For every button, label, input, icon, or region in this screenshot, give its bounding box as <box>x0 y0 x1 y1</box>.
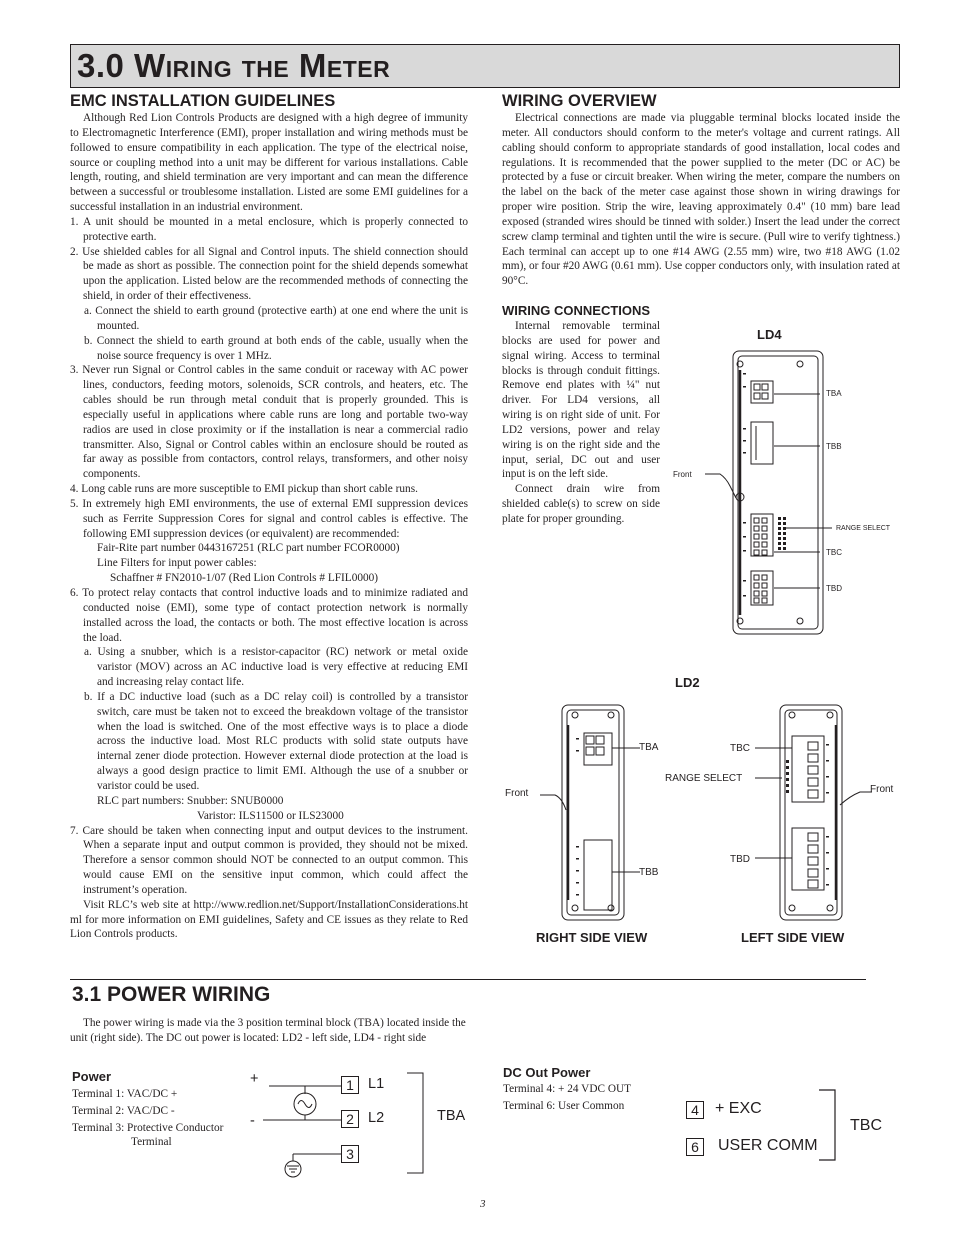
dc-bracket <box>815 1086 845 1166</box>
emc-item-2a: a. Connect the shield to earth ground (protective earth) at one end where the unit is mounted. <box>84 304 468 332</box>
emc-item-1: 1. A unit should be mounted in a metal enclosure, which is properly connected to protective earth. <box>70 215 468 243</box>
emc-visit: Visit RLC’s web site at http://www.redlion.net/Support/InstallationConsiderations.html for more information on EMI guidelines, Safety and CE issues as they relate to Red Lion Controls products. <box>70 898 468 941</box>
dc-out-heading: DC Out Power <box>503 1065 591 1080</box>
ld4-front-label: Front <box>673 470 692 479</box>
emc-heading: EMC INSTALLATION GUIDELINES <box>70 92 336 110</box>
ld2-front-left-label: Front <box>505 788 529 799</box>
ld4-tbc-label: TBC <box>826 548 842 557</box>
page-title: 3.0 Wiring the Meter <box>77 47 391 84</box>
power-terminal-2: Terminal 2: VAC/DC - <box>72 1104 175 1117</box>
ld2-tbb-label: TBB <box>639 867 659 878</box>
ld4-tbb-label: TBB <box>826 442 842 451</box>
ld2-tbd-label: TBD <box>730 854 750 865</box>
power-terminal-3: Terminal 3: Protective Conductor <box>72 1121 224 1134</box>
emc-item-5-line-3: Schaffner # FN2010-1/07 (Red Lion Controls # LFIL0000) <box>110 572 379 585</box>
wiring-overview-text: Electrical connections are made via pluggable terminal blocks located inside the meter. All conductors should conform to the meter's voltage and current ratings. All cabling should conform to appropriate standards of good installation, local codes and regulations. It is recommended that the power supplied to the meter (DC or AC) be protected by a fuse or circuit breaker. When wiring the meter, compare the numbers on the label on the back of the meter case against those shown in wiring drawings for proper wire position. Strip the wire, leaving approximately 0.4" (10 mm) bare lead exposed (stranded wires should be tinned with solder.) Insert the lead under the correct screw clamp terminal and tighten until the wire is secure. (Pull wire to verify tightness.) Each terminal can accept up to one #14 AWG (2.55 mm) wire, two #18 AWG (1.02 mm), or four #20 AWG (0.61 mm). Use copper conductors only, with insulation rated at 90°C. <box>502 112 900 288</box>
page-number: 3 <box>480 1198 486 1210</box>
ld2-diagram <box>500 700 900 925</box>
power-heading: Power <box>72 1069 112 1084</box>
power-terminal-1-box: 1 <box>341 1076 359 1094</box>
dc-out-terminals <box>503 1081 631 1115</box>
emc-item-4: 4. Long cable runs are more susceptible to EMI pickup than short cable runs. <box>70 483 418 496</box>
power-minus-sign: - <box>250 1113 255 1129</box>
dc-terminal-4-box: 4 <box>686 1101 704 1119</box>
emc-item-5-line-1: Fair-Rite part number 0443167251 (RLC part number FCOR0000) <box>97 542 400 555</box>
emc-item-6b-line-2: Varistor: ILS11500 or ILS23000 <box>197 809 344 822</box>
power-plus-sign: + <box>250 1071 259 1087</box>
wiring-connections-heading: WIRING CONNECTIONS <box>502 303 651 318</box>
dc-exc-label: + EXC <box>715 1100 762 1117</box>
ld4-label: LD4 <box>757 327 782 342</box>
power-l2-label: L2 <box>368 1110 385 1126</box>
power-terminals <box>72 1086 223 1151</box>
ld2-tbc-label: TBC <box>730 743 750 754</box>
power-wiring-heading: 3.1 POWER WIRING <box>72 983 271 1006</box>
wiring-overview-body <box>502 111 900 289</box>
wiring-connections-p2: Connect drain wire from shielded cable(s) to screw on side plate for proper grounding. <box>502 483 660 525</box>
dc-terminal-6-box: 6 <box>686 1138 704 1156</box>
emc-item-7: 7. Care should be taken when connecting input and output devices to the instrument. When a separate input and output common is provided, they should not be mixed. Therefore a sensor common should NOT be connected to an output common. This would cause EMI on the sensitive input common, which could affect the instrument’s operation. <box>70 824 468 896</box>
emc-item-6b-line-1: RLC part numbers: Snubber: SNUB0000 <box>97 794 284 807</box>
emc-item-5-line-2: Line Filters for input power cables: <box>97 557 257 570</box>
dc-user-comm-label: USER COMM <box>718 1137 818 1154</box>
power-l1-label: L1 <box>368 1076 385 1092</box>
wiring-connections-p1: Internal removable terminal blocks are used for power and signal wiring. Access to terminal blocks is through conduit fittings. Remove end plates with ¼" nut driver. For LD4 versions, all wiring is on right side of unit. For LD2 versions, power and relay wiring is on the right side and the input, serial, DC out and user input is on the left side. <box>502 320 660 481</box>
emc-item-2b: b. Connect the shield to earth ground at both ends of the cable, usually when the noise source frequency is over 1 MHz. <box>84 334 468 362</box>
wiring-overview-heading: WIRING OVERVIEW <box>502 92 657 110</box>
power-wiring-text: The power wiring is made via the 3 position terminal block (TBA) located inside the unit (right side). The DC out power is located: LD2 - left side, LD4 - right side <box>70 1017 466 1044</box>
emc-item-6b: b. If a DC inductive load (such as a DC relay coil) is controlled by a transistor switch, care must be taken not to exceed the breakdown voltage of the transistor when the load is switched. One of the most effective ways is to place a diode across the inductive load. Most RLC products with solid state outputs have internal zener diode protection. However external diode protection at the load is always a good design practice to limit EMI. Although the use of a snubber or varistor could be used. <box>84 690 468 792</box>
dc-out-terminal-4: Terminal 4: + 24 VDC OUT <box>503 1083 632 1095</box>
wiring-connections-body <box>502 319 660 527</box>
power-tba-label: TBA <box>437 1108 466 1124</box>
dc-tbc-label: TBC <box>850 1117 882 1134</box>
emc-body <box>70 111 468 942</box>
ld2-range-select-label: RANGE SELECT <box>665 773 743 784</box>
title-bar <box>70 44 900 88</box>
ld4-tba-label: TBA <box>826 389 842 398</box>
power-terminal-2-box: 2 <box>341 1110 359 1128</box>
emc-item-2: 2. Use shielded cables for all Signal and Control inputs. The shield connection should be made as short as possible. The connection point for the shield depends somewhat upon the application. Listed below are the recommended methods of connecting the shield, in order of their effectiveness. <box>70 245 468 303</box>
ld2-front-right-label: Front <box>870 784 894 795</box>
ld2-left-side-view-label: LEFT SIDE VIEW <box>741 930 845 945</box>
emc-item-6a: a. Using a snubber, which is a resistor-capacitor (RC) network or metal oxide varistor (MOV) across an AC inductive load is very effective at reducing EMI and increasing relay contact life. <box>84 646 468 689</box>
section-divider <box>70 979 866 980</box>
ld2-label: LD2 <box>675 675 700 690</box>
ld4-range-select-label: RANGE SELECT <box>836 525 891 532</box>
dc-out-terminal-6: Terminal 6: User Common <box>503 1099 625 1112</box>
power-wiring-body <box>70 1016 468 1046</box>
power-terminal-3-cont: Terminal <box>131 1136 172 1149</box>
power-terminal-3-box: 3 <box>341 1145 359 1163</box>
emc-item-3: 3. Never run Signal or Control cables in the same conduit or raceway with AC power lines, conductors, feeding motors, solenoids, SCR controls, and heaters, etc. The cables should be run through metal conduit that is properly grounded. This is especially useful in applications where cable runs are long and portable two-way radios are used in close proximity or if the installation is near a commercial radio transmitter. Also, Signal or Control cables within an enclosure should be routed as far away as possible from contactors, control relays, transformers, and other noisy components. <box>70 364 468 481</box>
power-terminal-1: Terminal 1: VAC/DC + <box>72 1088 178 1100</box>
ld4-diagram <box>660 340 900 640</box>
ld2-tba-label: TBA <box>639 742 659 753</box>
ld2-right-side-view-label: RIGHT SIDE VIEW <box>536 930 648 945</box>
ld4-tbd-label: TBD <box>826 584 842 593</box>
emc-item-5: 5. In extremely high EMI environments, the use of external EMI suppression devices such as Ferrite Suppression Cores for signal and control cables is effective. The following EMI suppression devices (or equivalent) are recommended: <box>70 497 468 540</box>
emc-item-6: 6. To protect relay contacts that control inductive loads and to minimize radiated and conducted noise (EMI), some type of contact protection network is normally installed across the load, the contacts or both. The most effective location is across the load. <box>70 587 468 644</box>
emc-intro: Although Red Lion Controls Products are designed with a high degree of immunity to Electromagnetic Interference (EMI), proper installation and wiring methods must be followed to ensure compatibility in each application. The type of the electrical noise, source or coupling method into a unit may be different for various installations. Cable length, routing, and shield termination are very important and can mean the difference between a successful or troublesome installation. Listed are some EMI guidelines for a successful installation in an industrial environment. <box>70 112 468 214</box>
